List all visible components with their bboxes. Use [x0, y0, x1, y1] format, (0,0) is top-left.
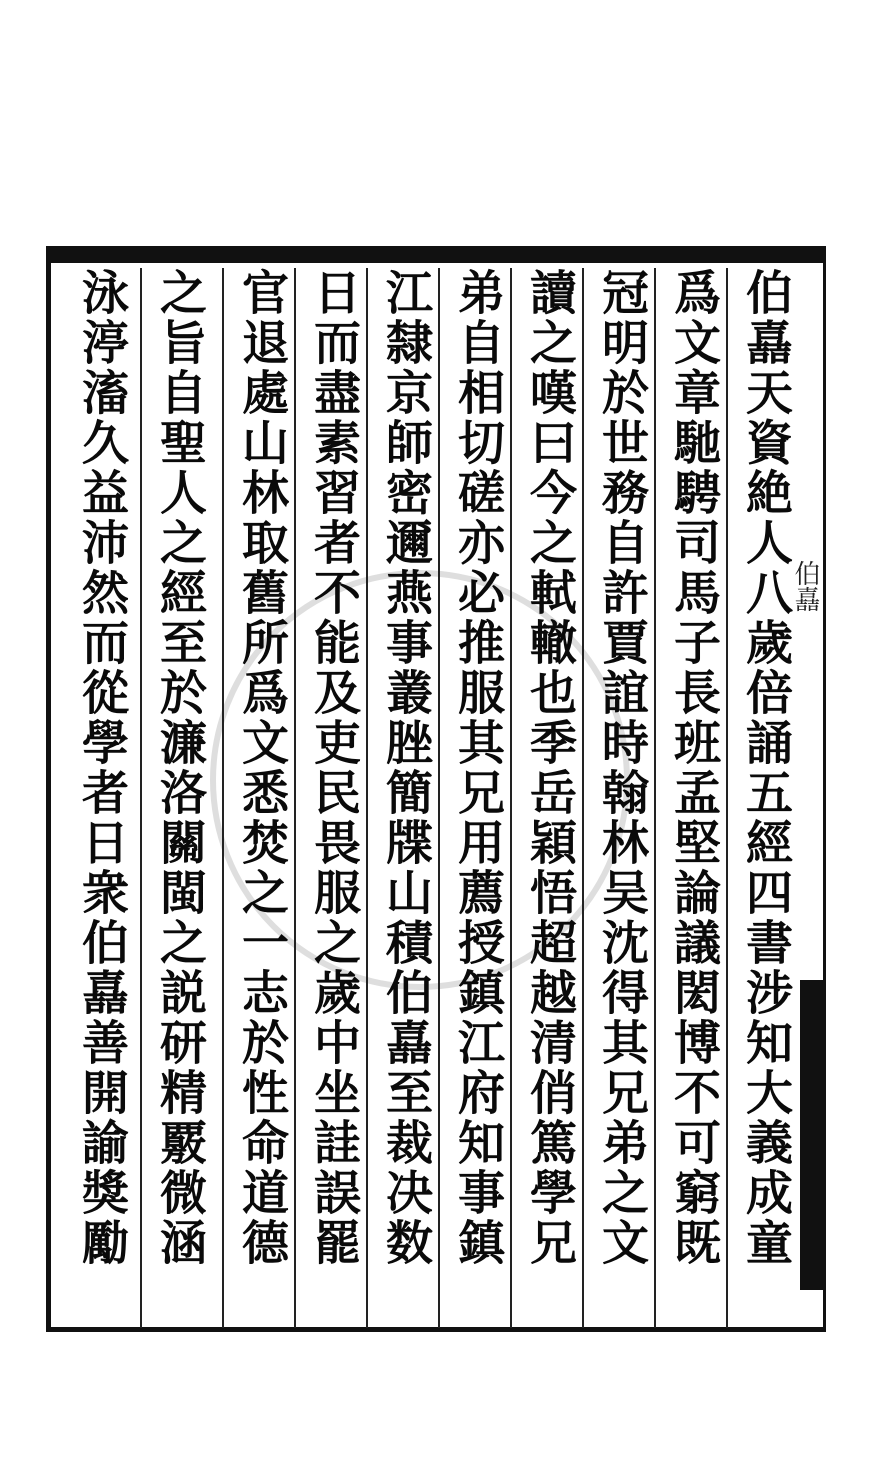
- column-rule: [726, 268, 728, 1328]
- column-rule: [654, 268, 656, 1328]
- text-column-4: 讀之嘆曰今之軾轍也季岳穎悟超越清俏篤學兄: [522, 268, 577, 1268]
- text-column-5: 弟自相切磋亦必推服其兄用薦授鎮江府知事鎮: [450, 268, 505, 1268]
- column-rule: [438, 268, 440, 1328]
- text-column-10: 泳渟滀久益沛然而從學者日衆伯嚞善開諭獎勵: [74, 268, 129, 1268]
- edge-block: [800, 980, 826, 1290]
- text-column-9: 之旨自聖人之經至於濂洛關閩之説研精覈微涵: [152, 268, 207, 1268]
- text-column-6: 江隸京師密邇燕事叢脞簡牒山積伯嚞至裁决数: [378, 268, 433, 1268]
- text-column-8: 官退處山林取舊所爲文悉焚之一志於性命道德: [234, 268, 289, 1268]
- text-column-1: 伯嚞天資絶人八歲倍誦五經四書涉知大義成童: [738, 268, 793, 1268]
- column-rule: [294, 268, 296, 1328]
- column-rule: [582, 268, 584, 1328]
- column-rule: [140, 268, 142, 1328]
- text-column-2: 爲文章馳騁司馬子長班孟堅論議閎博不可窮既: [666, 268, 721, 1268]
- column-rule: [510, 268, 512, 1328]
- text-column-3: 冠明於世務自許賈誼時翰林吴沈得其兄弟之文: [594, 268, 649, 1268]
- column-rule: [222, 268, 224, 1328]
- column-rule: [366, 268, 368, 1328]
- text-column-7: 日而盡素習者不能及吏民畏服之歲中坐詿誤罷: [306, 268, 361, 1268]
- margin-note: 伯嚞: [790, 560, 820, 612]
